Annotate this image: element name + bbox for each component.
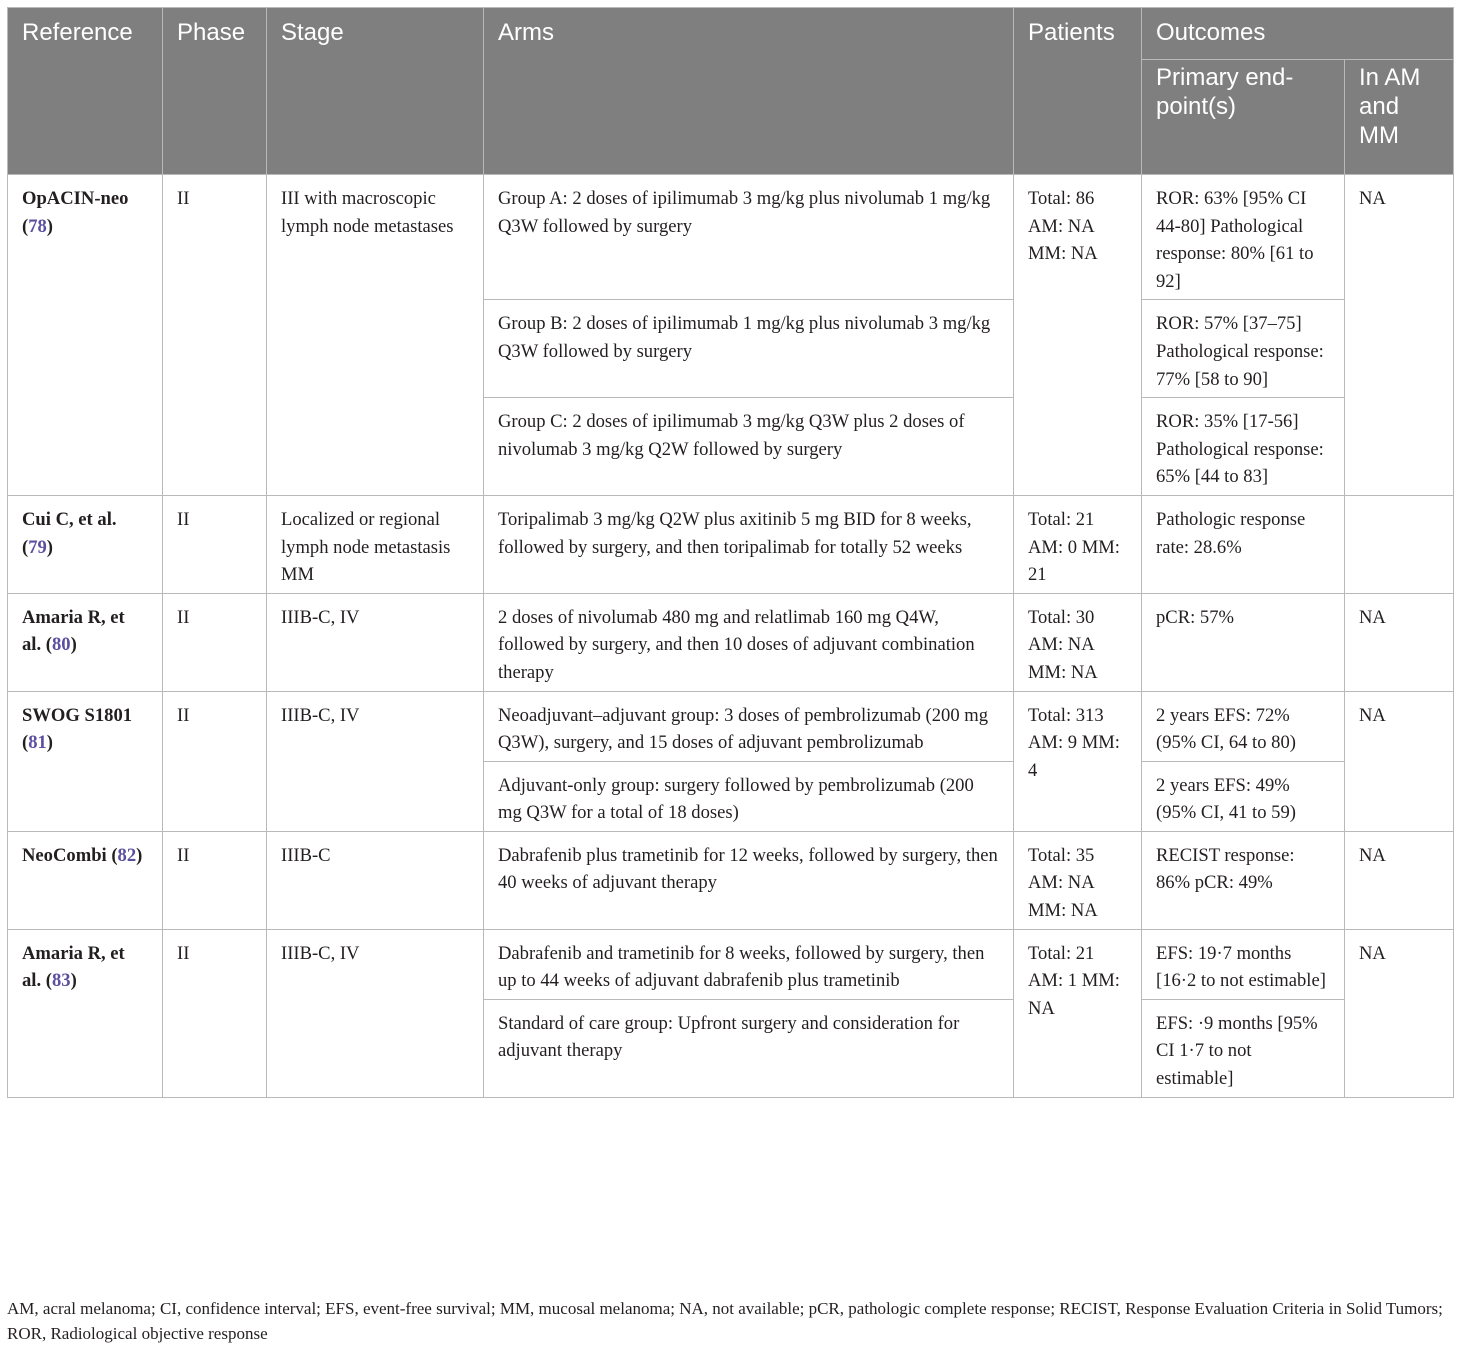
header-outcomes: Outcomes <box>1142 8 1454 60</box>
cell-reference: Amaria R, et al. (83) <box>8 929 163 1097</box>
table-row <box>8 175 1454 300</box>
cell-in-am-mm: NA <box>1345 593 1454 691</box>
table-row <box>8 831 1454 929</box>
citation-link[interactable]: 79 <box>28 536 47 558</box>
header-arms: Arms <box>484 8 1014 175</box>
table-body <box>8 175 1454 1098</box>
cell-reference: Amaria R, et al. (80) <box>8 593 163 691</box>
cell-arm: Dabrafenib plus trametinib for 12 weeks, followed by surgery, then 40 weeks of adjuvant therapy <box>484 831 1014 929</box>
cell-stage: IIIB-C, IV <box>267 929 484 1097</box>
cell-patients: Total: 21 AM: 0 MM: 21 <box>1014 495 1142 593</box>
table-row <box>8 691 1454 761</box>
citation-link[interactable]: 83 <box>51 970 71 992</box>
cell-primary-endpoint: 2 years EFS: 49% (95% CI, 41 to 59) <box>1142 761 1345 831</box>
cell-arm: Group C: 2 doses of ipilimumab 3 mg/kg Q3W plus 2 doses of nivolumab 3 mg/kg Q2W followed by surgery <box>484 398 1014 496</box>
header-stage: Stage <box>267 8 484 175</box>
cell-arm: Standard of care group: Upfront surgery and consideration for adjuvant therapy <box>484 999 1014 1097</box>
reference-name: SWOG S1801 <box>22 704 133 726</box>
header-in-am-mm: In AM and MM <box>1345 60 1454 175</box>
cell-phase: II <box>163 175 267 496</box>
cell-reference: OpACIN-neo (78) <box>8 175 163 496</box>
header-phase: Phase <box>163 8 267 175</box>
cell-primary-endpoint: ROR: 35% [17-56] Pathological response: 65% [44 to 83] <box>1142 398 1345 496</box>
cell-phase: II <box>163 495 267 593</box>
cell-in-am-mm: NA <box>1345 691 1454 831</box>
cell-in-am-mm: NA <box>1345 175 1454 496</box>
citation-link[interactable]: 81 <box>28 732 47 754</box>
cell-arm: 2 doses of nivolumab 480 mg and relatlimab 160 mg Q4W, followed by surgery, and then 10 doses of adjuvant combination therapy <box>484 593 1014 691</box>
cell-phase: II <box>163 929 267 1097</box>
cell-arm: Dabrafenib and trametinib for 8 weeks, followed by surgery, then up to 44 weeks of adjuvant dabrafenib plus trametinib <box>484 929 1014 999</box>
cell-arm: Group A: 2 doses of ipilimumab 3 mg/kg plus nivolumab 1 mg/kg Q3W followed by surgery <box>484 175 1014 300</box>
cell-arm: Group B: 2 doses of ipilimumab 1 mg/kg plus nivolumab 3 mg/kg Q3W followed by surgery <box>484 300 1014 398</box>
cell-patients: Total: 86 AM: NA MM: NA <box>1014 175 1142 496</box>
cell-arm: Adjuvant-only group: surgery followed by pembrolizumab (200 mg Q3W for a total of 18 doses) <box>484 761 1014 831</box>
cell-primary-endpoint: EFS: 19·7 months [16·2 to not estimable] <box>1142 929 1345 999</box>
table-row <box>8 929 1454 999</box>
cell-primary-endpoint: EFS: ·9 months [95% CI 1·7 to not estimable] <box>1142 999 1345 1097</box>
reference-name: Cui C, et al. <box>22 508 117 530</box>
cell-in-am-mm: NA <box>1345 929 1454 1097</box>
cell-reference: SWOG S1801 (81) <box>8 691 163 831</box>
citation-link[interactable]: 82 <box>117 844 137 866</box>
reference-name: Amaria R, et al. <box>22 942 125 992</box>
cell-primary-endpoint: Pathologic response rate: 28.6% <box>1142 495 1345 593</box>
cell-phase: II <box>163 593 267 691</box>
table-header <box>8 8 1454 175</box>
cell-primary-endpoint: ROR: 63% [95% CI 44-80] Pathological response: 80% [61 to 92] <box>1142 175 1345 300</box>
cell-arm: Neoadjuvant–adjuvant group: 3 doses of pembrolizumab (200 mg Q3W), surgery, and 15 doses of adjuvant pembrolizumab <box>484 691 1014 761</box>
cell-patients: Total: 35 AM: NA MM: NA <box>1014 831 1142 929</box>
table-container <box>7 7 1453 1098</box>
cell-patients: Total: 30 AM: NA MM: NA <box>1014 593 1142 691</box>
cell-patients: Total: 21 AM: 1 MM: NA <box>1014 929 1142 1097</box>
cell-stage: Localized or regional lymph node metastasis MM <box>267 495 484 593</box>
table-footnote: AM, acral melanoma; CI, confidence interval; EFS, event-free survival; MM, mucosal melanoma; NA, not available; pCR, pathologic complete response; RECIST, Response Evaluation Criteria in Solid Tumors; ROR, Radiological objective response <box>7 1299 1443 1343</box>
header-patients: Patients <box>1014 8 1142 175</box>
cell-arm: Toripalimab 3 mg/kg Q2W plus axitinib 5 mg BID for 8 weeks, followed by surgery, and then toripalimab for totally 52 weeks <box>484 495 1014 593</box>
cell-in-am-mm <box>1345 495 1454 593</box>
trials-table <box>7 7 1454 1098</box>
table-row <box>8 495 1454 593</box>
cell-stage: IIIB-C, IV <box>267 593 484 691</box>
cell-patients: Total: 313 AM: 9 MM: 4 <box>1014 691 1142 831</box>
cell-primary-endpoint: RECIST response: 86% pCR: 49% <box>1142 831 1345 929</box>
table-row <box>8 593 1454 691</box>
header-reference: Reference <box>8 8 163 175</box>
cell-phase: II <box>163 691 267 831</box>
citation-link[interactable]: 78 <box>28 215 47 237</box>
cell-stage: III with macroscopic lymph node metastases <box>267 175 484 496</box>
cell-in-am-mm: NA <box>1345 831 1454 929</box>
reference-name: NeoCombi <box>22 844 107 866</box>
header-primary-endpoints: Primary end-point(s) <box>1142 60 1345 175</box>
cell-stage: IIIB-C <box>267 831 484 929</box>
citation-link[interactable]: 80 <box>51 634 71 656</box>
cell-phase: II <box>163 831 267 929</box>
cell-primary-endpoint: ROR: 57% [37–75] Pathological response: 77% [58 to 90] <box>1142 300 1345 398</box>
reference-name: OpACIN-neo <box>22 188 129 209</box>
cell-reference: Cui C, et al. (79) <box>8 495 163 593</box>
reference-name: Amaria R, et al. <box>22 606 125 656</box>
cell-reference: NeoCombi (82) <box>8 831 163 929</box>
cell-stage: IIIB-C, IV <box>267 691 484 831</box>
cell-primary-endpoint: pCR: 57% <box>1142 593 1345 691</box>
cell-primary-endpoint: 2 years EFS: 72% (95% CI, 64 to 80) <box>1142 691 1345 761</box>
